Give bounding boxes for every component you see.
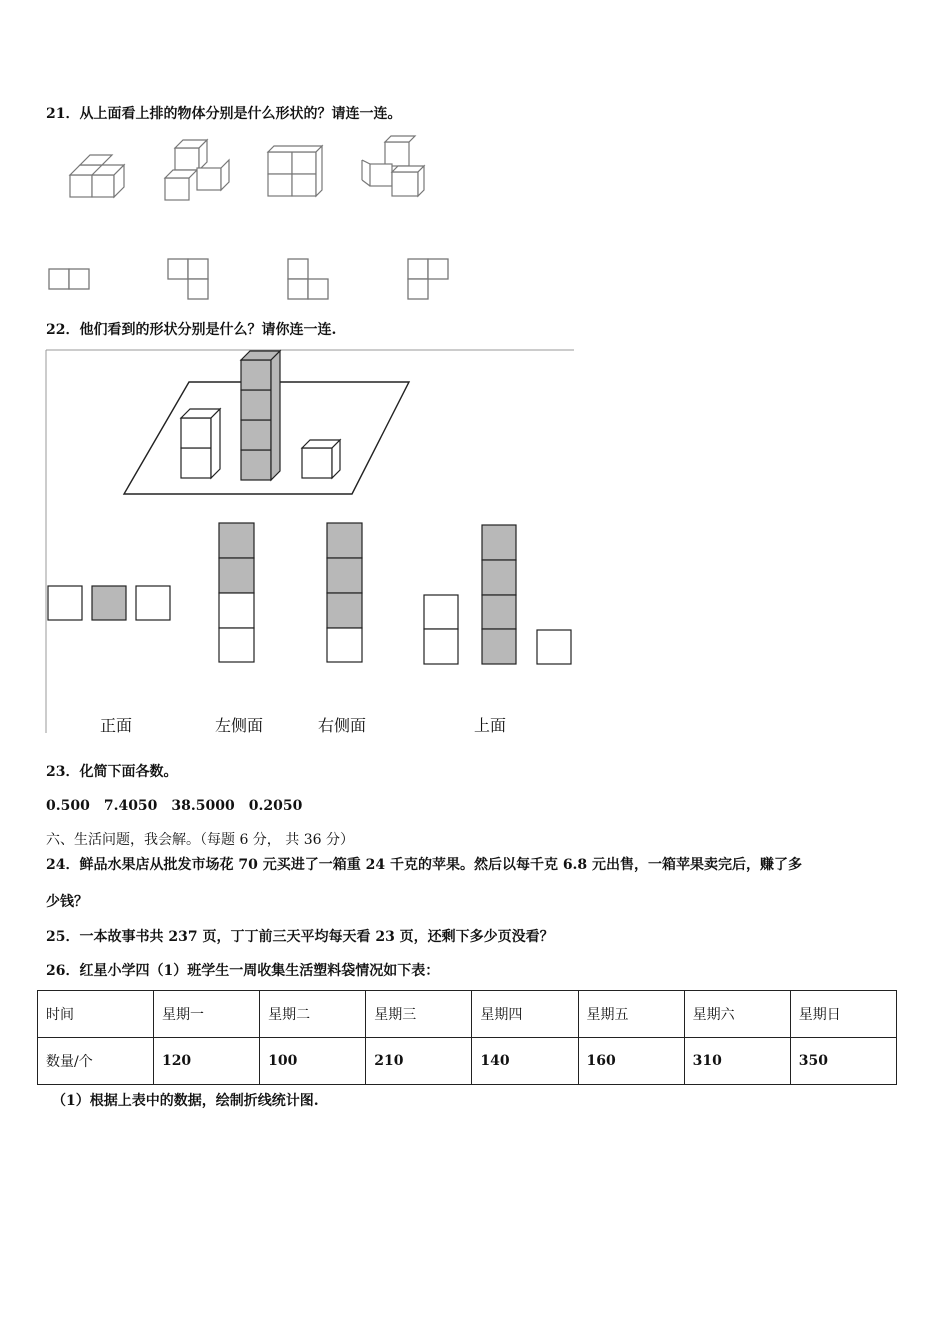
label-right-side: 右侧面 bbox=[318, 716, 367, 735]
header-cell: 星期日 bbox=[790, 991, 896, 1038]
q22-text: 22．他们看到的形状分别是什么？请你连一连. bbox=[46, 322, 337, 338]
two-cube-stack bbox=[181, 409, 220, 478]
cube-arrangement-2 bbox=[165, 140, 229, 200]
value-cell: 140 bbox=[472, 1038, 578, 1085]
header-cell: 星期三 bbox=[366, 991, 472, 1038]
value-cell: 160 bbox=[578, 1038, 684, 1085]
view-l-left-bottom bbox=[288, 259, 328, 299]
q22-figure bbox=[44, 348, 576, 738]
q21-cube-objects bbox=[40, 130, 440, 210]
q21-text: 21．从上面看上排的物体分别是什么形状的？请连一连。 bbox=[46, 106, 402, 122]
front-view bbox=[48, 586, 170, 620]
value-cell: 210 bbox=[366, 1038, 472, 1085]
section-6-heading: 六、生活问题，我会解。（每题 6 分， 共 36 分） bbox=[46, 832, 354, 848]
q24-line-1: 24．鲜品水果店从批发市场花 70 元买进了一箱重 24 千克的苹果。然后以每千克 6.8 元出售，一箱苹果卖完后，赚了多 bbox=[46, 857, 803, 873]
view-l-right bbox=[168, 259, 208, 299]
cube-arrangement-4 bbox=[362, 136, 424, 196]
value-cell: 100 bbox=[260, 1038, 366, 1085]
view-two-in-row bbox=[49, 269, 89, 289]
header-cell: 星期二 bbox=[260, 991, 366, 1038]
bag-collection-table bbox=[37, 990, 897, 1085]
value-cell: 数量/个 bbox=[38, 1038, 154, 1085]
q26-text: 26．红星小学四（1）班学生一周收集生活塑料袋情况如下表： bbox=[46, 963, 440, 979]
right-side-view bbox=[327, 523, 362, 662]
value-cell: 350 bbox=[790, 1038, 896, 1085]
q26-sub-question-1: （1）根据上表中的数据，绘制折线统计图. bbox=[52, 1093, 319, 1109]
header-cell: 时间 bbox=[38, 991, 154, 1038]
q23-numbers: 0.500 7.4050 38.5000 0.2050 bbox=[46, 798, 303, 814]
header-cell: 星期六 bbox=[684, 991, 790, 1038]
q24-line-2: 少钱？ bbox=[46, 894, 88, 910]
q25-text: 25．一本故事书共 237 页，丁丁前三天平均每天看 23 页，还剩下多少页没看？ bbox=[46, 929, 554, 945]
table-row bbox=[38, 1038, 897, 1085]
left-side-view bbox=[219, 523, 254, 662]
cube-arrangement-3 bbox=[268, 146, 322, 196]
value-cell: 310 bbox=[684, 1038, 790, 1085]
header-cell: 星期四 bbox=[472, 991, 578, 1038]
top-view bbox=[424, 525, 571, 664]
q23-text: 23．化简下面各数。 bbox=[46, 764, 178, 780]
label-top: 上面 bbox=[474, 716, 507, 735]
header-cell: 星期五 bbox=[578, 991, 684, 1038]
label-left-side: 左侧面 bbox=[215, 716, 264, 735]
four-cube-stack bbox=[241, 351, 280, 480]
value-cell: 120 bbox=[153, 1038, 259, 1085]
view-l-left-top bbox=[408, 259, 448, 299]
label-front: 正面 bbox=[100, 716, 133, 735]
header-cell: 星期一 bbox=[153, 991, 259, 1038]
table-header-row bbox=[38, 991, 897, 1038]
cube-arrangement-1 bbox=[70, 155, 124, 197]
q21-top-views bbox=[40, 255, 460, 305]
single-cube bbox=[302, 440, 340, 478]
